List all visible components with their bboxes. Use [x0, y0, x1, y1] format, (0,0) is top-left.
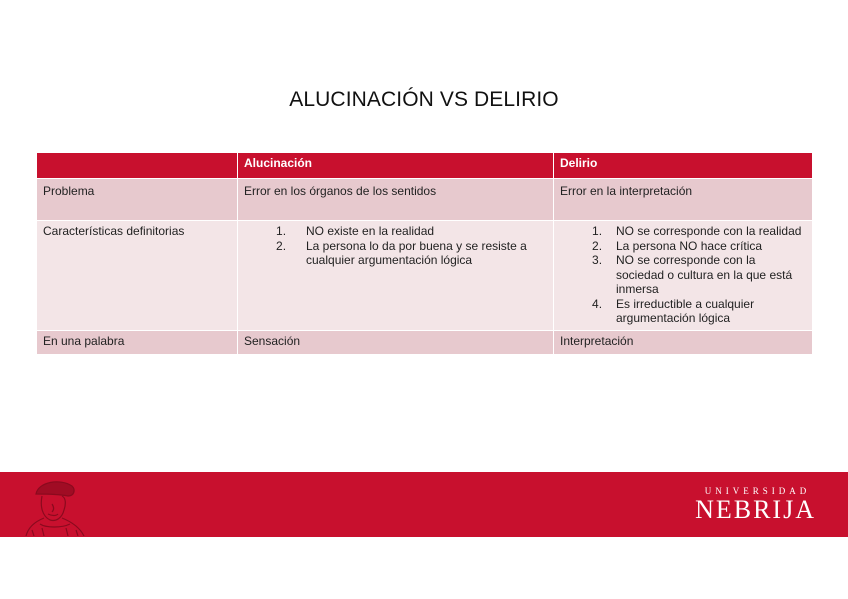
cell-palabra-delirio: Interpretación [554, 330, 813, 354]
alucinacion-list [244, 224, 547, 268]
list-item: NO se corresponde con la sociedad o cultura en la que está inmersa [616, 253, 793, 296]
table-header-row [37, 153, 813, 179]
table-row-palabra [37, 330, 813, 354]
row-label-problema: Problema [37, 179, 238, 221]
slide-title: ALUCINACIÓN VS DELIRIO [289, 88, 559, 111]
list-item: La persona NO hace crítica [616, 238, 763, 253]
delirio-list [560, 224, 806, 326]
cell-caracteristicas-delirio [554, 221, 813, 331]
list-item: Es irreductible a cualquier argumentación lógica [616, 296, 755, 325]
cell-caracteristicas-alucinacion [238, 221, 554, 331]
list-item: La persona lo da por buena y se resiste a cualquier argumentación lógica [306, 238, 527, 267]
header-delirio: Delirio [554, 153, 813, 179]
logo-nebrija: NEBRIJA [695, 495, 816, 524]
cell-problema-delirio: Error en la interpretación [554, 179, 813, 221]
row-label-caracteristicas: Características definitorias [37, 221, 238, 331]
logo-universidad: UNIVERSIDAD [704, 486, 811, 496]
list-item: NO existe en la realidad [306, 224, 435, 238]
header-alucinacion: Alucinación [238, 153, 554, 179]
header-empty-cell [37, 153, 238, 179]
cell-palabra-alucinacion: Sensación [238, 330, 554, 354]
table-row-caracteristicas [37, 221, 813, 331]
row-label-palabra: En una palabra [37, 330, 238, 354]
portrait-icon [22, 474, 88, 536]
list-item: NO se corresponde con la realidad [616, 224, 802, 238]
nebrija-logo [695, 486, 816, 524]
table-row-problema [37, 179, 813, 221]
footer-band [0, 472, 848, 537]
cell-problema-alucinacion: Error en los órganos de los sentidos [238, 179, 554, 221]
comparison-table [36, 152, 813, 355]
